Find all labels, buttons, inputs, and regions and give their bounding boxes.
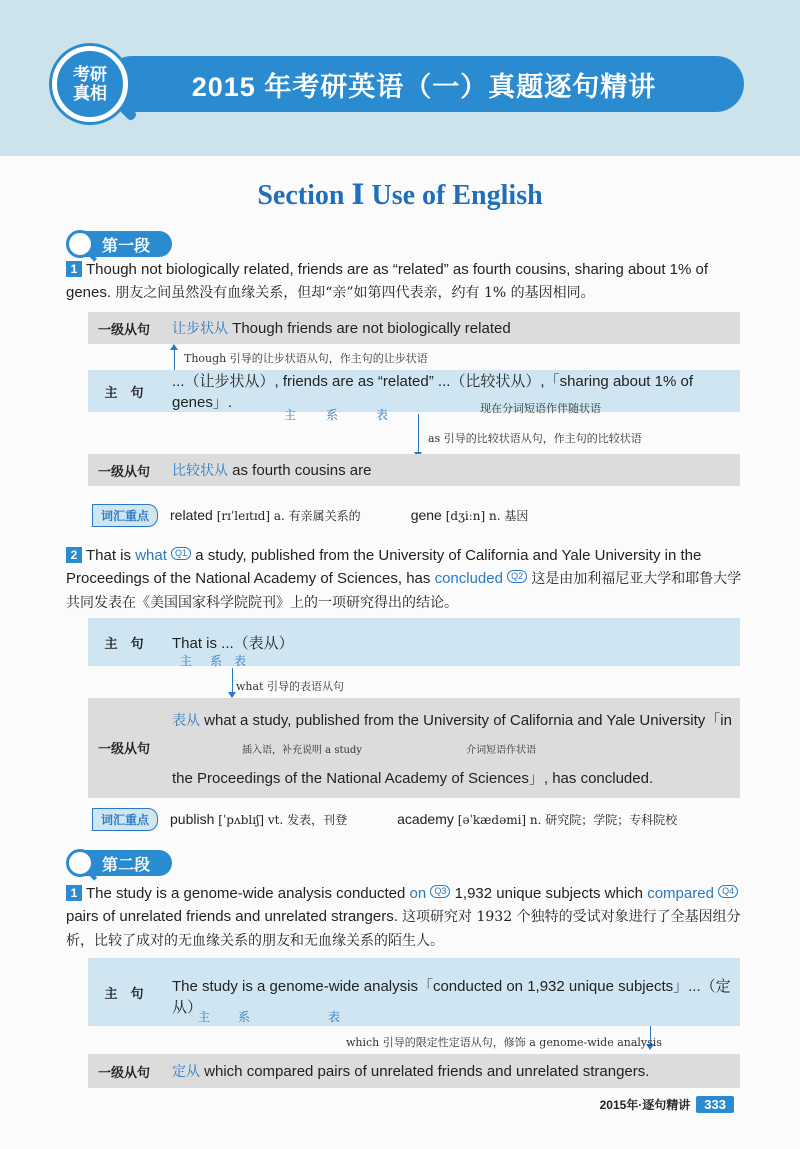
question-ref: Q3 [430,885,450,898]
para1-tag [66,229,172,259]
sentence-cn: 这是由加利福尼亚大学和耶鲁大学共同发表在《美国国家科学院院刊》上的一项研究得出的结论。 [66,571,742,611]
sub-label: 表 [376,408,390,422]
vocab-def: [rɪˈleɪtɪd] a. 有亲属关系的 [216,509,361,523]
clause-tag: 表从 [172,712,200,728]
vocab-def: [ˈpʌblɪʃ] vt. 发表，刊登 [218,813,348,827]
grammar-note: 现在分词短语作伴随状语 [480,402,601,415]
row-label: 主 句 [104,635,144,651]
vocab-word: related [170,507,213,523]
sub-label: 主 [180,654,194,668]
footer-label: 2015年·逐句精讲 [599,1098,691,1112]
analysis-row [88,1054,740,1088]
key-word: compared [647,885,714,902]
key-word: on [409,885,427,902]
sentence-en: a study, published from the University of California and Yale University in the Proceedings of the National Academy of Sciences, has [66,547,702,587]
p1s1-analysis [88,310,740,490]
vocab-tag: 词汇重点 [92,504,158,527]
clause-tag: 定从 [172,1063,200,1079]
analysis-row [88,454,740,486]
row-label: 一级从句 [97,321,150,337]
sentence-en: 1,932 unique subjects which [454,885,644,902]
sentence-number: 1 [66,261,82,277]
vocab-row [92,504,578,527]
vocab-tag: 词汇重点 [92,808,158,831]
analysis-row [88,958,740,1026]
arrow [232,668,233,696]
sentence-en: pairs of unrelated friends and unrelated strangers. [66,908,398,925]
section-title: Section Ⅰ Use of English [257,180,543,211]
clause-text: what a study, published from the University of California and Yale University「in [204,712,732,729]
key-word: concluded [434,570,503,587]
sub-label: 主 [284,408,298,422]
row-label: 一级从句 [97,741,150,756]
sentence-number: 1 [66,885,82,901]
p2s1-analysis [88,958,740,1088]
badge-line1: 考研 [73,65,107,84]
para2-label: 第二段 [84,850,172,876]
sub-label: 表 [234,654,248,668]
question-ref: Q1 [171,547,191,560]
row-label: 主 句 [104,985,144,1001]
vocab-word: academy [397,811,454,827]
brand-badge [52,46,128,122]
clause-text: as fourth cousins are [232,462,372,479]
para1-label: 第一段 [84,231,172,257]
grammar-note: as 引导的比较状语从句，作主句的比较状语 [428,432,642,445]
vocab-word: gene [410,507,442,523]
sentence-en: Though not biologically related, friends are as “related” as fourth cousins, sharing about 1% of genes. [66,261,709,301]
analysis-row [88,370,740,412]
clause-text: That is ...（表从） [172,634,294,652]
vocab-def: [əˈkædəmi] n. 研究院；学院；专科院校 [457,813,678,827]
magnifier-icon [66,849,94,877]
analysis-row [88,698,740,798]
clause-text: the Proceedings of the National Academy of Sciences」, has concluded. [172,770,654,787]
grammar-note: 插入语，补充说明 a study [242,745,362,756]
sub-label: 系 [326,408,340,422]
analysis-row [88,312,740,344]
badge-line2: 真相 [73,84,107,103]
sentence-cn: 朋友之间虽然没有血缘关系，但却“亲”如第四代表亲，约有 1% 的基因相同。 [115,285,595,301]
row-label: 一级从句 [97,463,150,479]
p1s2-analysis [88,618,740,802]
vocab-def: [dʒiːn] n. 基因 [445,509,529,523]
sub-label: 系 [210,654,224,668]
arrow [418,414,419,456]
question-ref: Q4 [718,885,738,898]
page-title: 2015 年考研英语（一）真题逐句精讲 [104,56,744,112]
key-word: what [135,547,167,564]
sub-label: 主 [198,1010,212,1024]
clause-tag: 比较状从 [172,462,228,478]
p1-sentence2 [66,544,746,615]
vocab-word: publish [170,811,215,827]
grammar-note: what 引导的表语从句 [236,680,344,693]
clause-tag: 让步状从 [172,320,228,336]
sentence-en: That is [86,547,132,564]
page-footer [600,1096,734,1113]
p1-sentence1 [66,258,746,305]
grammar-note: 介词短语作状语 [466,745,537,756]
sentence-en: The study is a genome-wide analysis conducted [86,885,406,902]
clause-text: The study is a genome-wide analysis「conducted on 1,932 unique subjects」...（定从） [172,978,731,1016]
sentence-number: 2 [66,547,82,563]
grammar-note: which 引导的限定性定语从句，修饰 a genome-wide analysis [346,1036,662,1049]
clause-text: Though friends are not biologically related [232,320,511,337]
p2-sentence1 [66,882,746,953]
para2-tag [66,848,172,878]
row-label: 主 句 [104,384,144,400]
clause-text: which compared pairs of unrelated friends and unrelated strangers. [204,1063,650,1080]
row-label: 一级从句 [97,1064,150,1080]
question-ref: Q2 [507,570,527,583]
vocab-row [92,808,727,831]
sub-label: 系 [238,1010,252,1024]
sentence-cn: 这项研究对 1932 个独特的受试对象进行了全基因组分析，比较了成对的无血缘关系的朋友和无血缘关系的陌生人。 [66,909,741,949]
page-number: 333 [696,1096,734,1113]
sub-label: 表 [328,1010,342,1024]
clause-text: ...（让步状从）, friends are as “related” ...（比较状从）,「sharing about 1% of genes」. [172,373,694,411]
magnifier-icon [66,230,94,258]
grammar-note: Though 引导的让步状语从句，作主句的让步状语 [184,352,428,365]
